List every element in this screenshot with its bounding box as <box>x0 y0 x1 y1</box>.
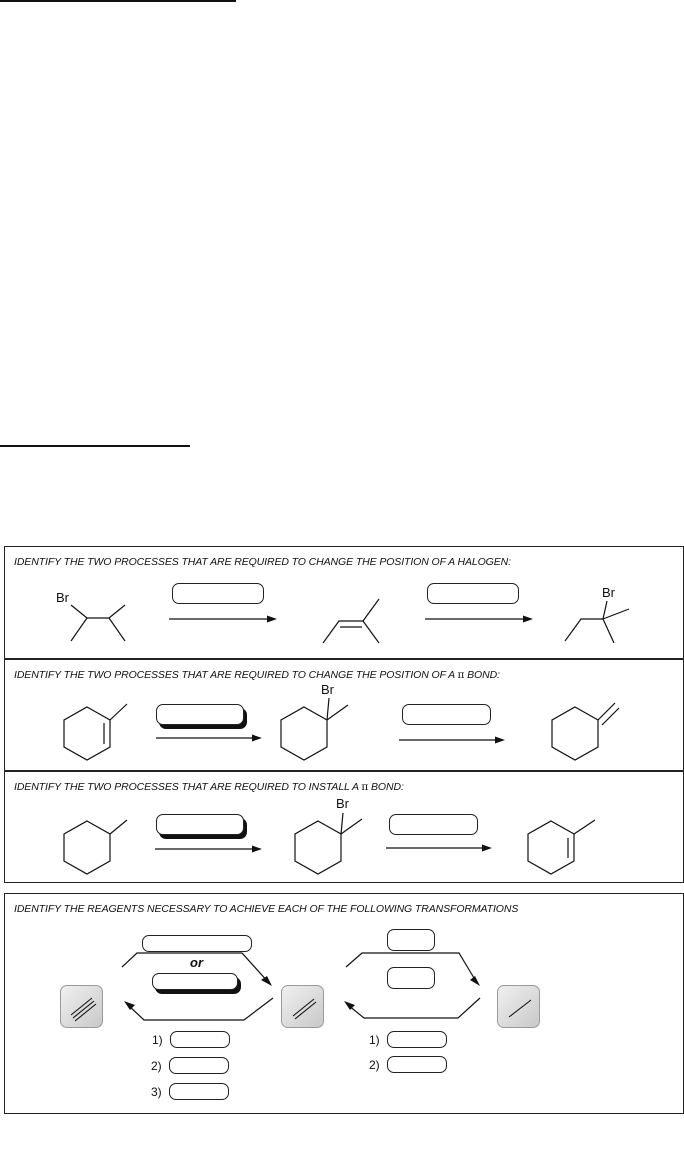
reagent-box-right-middle[interactable] <box>387 967 435 989</box>
methyl-bond <box>574 820 595 834</box>
panel-4-scheme <box>5 894 684 1115</box>
alkene-chain <box>323 621 379 643</box>
methyl-bond <box>341 819 362 834</box>
answer-box-process-2[interactable] <box>427 583 519 604</box>
arrow-head <box>124 1001 135 1010</box>
panel-3-structures <box>5 772 684 884</box>
alkyne-tile <box>60 985 103 1028</box>
reverse-arc-right <box>348 998 480 1018</box>
bromine-label: Br <box>321 682 334 697</box>
bromine-label: Br <box>56 590 69 605</box>
panel-1-title: IDENTIFY THE TWO PROCESSES THAT ARE REQUIRED TO CHANGE THE POSITION OF A HALOGEN: <box>14 556 511 568</box>
bromine-label: Br <box>336 796 349 811</box>
product-bond <box>603 601 607 619</box>
bromoalkane-chain <box>71 605 125 618</box>
bromoalkane-bond <box>71 618 87 641</box>
cyclohexene-ring <box>528 821 574 874</box>
methyl-bond <box>110 704 127 720</box>
reverse-arc-left <box>128 998 273 1020</box>
alkene-tile <box>281 985 324 1028</box>
single-bond-icon <box>498 986 541 1029</box>
exocyclic-double-bond <box>598 703 615 720</box>
cyclohexane-ring <box>295 821 341 874</box>
cyclohexane-ring <box>552 707 598 760</box>
or-label: or <box>190 955 203 970</box>
panel-3-title-end: BOND: <box>368 781 404 793</box>
reagent-box-left-alternative[interactable] <box>152 973 238 990</box>
answer-box-process-1[interactable] <box>156 704 244 725</box>
panel-2-structures <box>5 660 684 772</box>
product-bond <box>603 609 629 619</box>
panel-2-title-end: BOND: <box>464 669 500 681</box>
answer-box-process-2[interactable] <box>402 704 491 725</box>
step-2-label: 2) <box>369 1058 380 1072</box>
methyl-bond <box>327 705 348 720</box>
answer-box-process-2[interactable] <box>389 814 478 835</box>
pi-symbol: π <box>361 781 369 793</box>
panel-4-title: IDENTIFY THE REAGENTS NECESSARY TO ACHIEVE EACH OF THE FOLLOWING TRANSFORMATIONS <box>14 903 519 915</box>
answer-box-process-1[interactable] <box>172 583 264 604</box>
reaction-arrow-1-head <box>267 616 277 623</box>
panel-3-title-start: IDENTIFY THE TWO PROCESSES THAT ARE REQUIRED TO INSTALL A <box>14 781 362 793</box>
product-bond <box>603 619 614 643</box>
step-1-label: 1) <box>152 1033 163 1047</box>
panel-2-title-start: IDENTIFY THE TWO PROCESSES THAT ARE REQUIRED TO CHANGE THE POSITION OF A <box>14 669 458 681</box>
answer-line-top <box>0 0 236 2</box>
answer-box-process-1[interactable] <box>156 814 244 835</box>
reaction-arrow-1-head <box>252 735 262 742</box>
alkene-bond <box>363 599 379 621</box>
reagent-box-right-step-1[interactable] <box>387 1031 447 1048</box>
reagent-box-step-2[interactable] <box>169 1057 229 1074</box>
bromo-bond <box>327 698 329 720</box>
step-2-label: 2) <box>151 1059 162 1073</box>
bromine-label: Br <box>602 585 615 600</box>
bromo-bond <box>341 813 343 834</box>
reaction-arrow-1-head <box>252 846 262 853</box>
reaction-arrow-2-head <box>495 737 505 744</box>
cyclohexane-ring <box>281 707 327 760</box>
double-bond-icon <box>282 986 325 1029</box>
pi-symbol: π <box>457 669 465 681</box>
cyclohexene-ring <box>64 707 110 760</box>
triple-bond-icon <box>61 986 104 1029</box>
reagents-transformations-panel <box>4 893 684 1114</box>
arrow-head <box>261 976 272 986</box>
exocyclic-double-bond <box>602 708 619 725</box>
reaction-arrow-2-head <box>482 845 492 852</box>
methyl-bond <box>110 820 127 834</box>
reagent-box-right-top[interactable] <box>387 929 435 951</box>
reagent-box-left-top[interactable] <box>142 935 252 952</box>
reagent-box-step-1[interactable] <box>170 1031 230 1048</box>
product-chain <box>565 619 603 641</box>
reagent-box-right-step-2[interactable] <box>387 1056 447 1073</box>
alkane-tile <box>497 985 540 1028</box>
arrow-head <box>470 976 480 986</box>
cyclohexane-ring <box>64 821 110 874</box>
reaction-arrow-2-head <box>523 616 533 623</box>
answer-line-middle <box>0 445 190 447</box>
step-3-label: 3) <box>151 1085 162 1099</box>
panel-1-structures <box>5 547 684 660</box>
bromoalkane-bond <box>109 618 125 641</box>
halogen-position-panel <box>4 546 684 659</box>
reagent-box-step-3[interactable] <box>169 1083 229 1100</box>
pi-bond-position-panel <box>4 659 684 771</box>
step-1-label: 1) <box>369 1033 380 1047</box>
install-pi-bond-panel <box>4 771 684 883</box>
